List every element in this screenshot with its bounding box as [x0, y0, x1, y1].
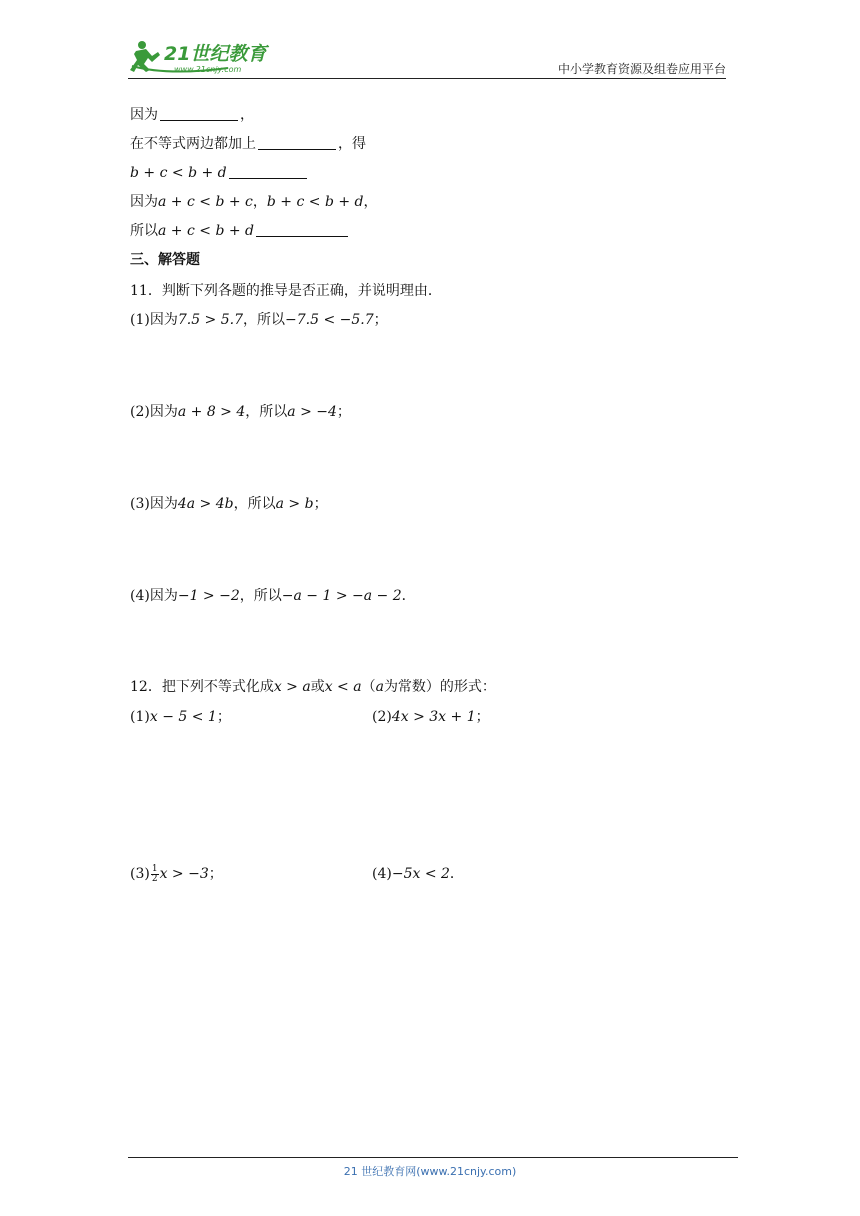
answer-blank[interactable]	[258, 135, 336, 150]
fraction-one-half: $\frac{1}{2}$	[151, 863, 158, 884]
question-12: 12．把下列不等式化成x > a或x < a（a为常数）的形式：	[130, 679, 496, 695]
q12-part-4: (4)−5x < 2．	[372, 866, 464, 882]
header-divider	[128, 78, 726, 79]
line-because-blank: 因为 ，	[130, 107, 254, 123]
logo-21cnjy	[128, 36, 288, 78]
line-therefore: 所以a + c < b + d	[130, 221, 350, 241]
header-platform-text: 中小学教育资源及组卷应用平台	[557, 62, 726, 76]
footer-divider	[128, 1157, 738, 1158]
line-b-c-lt-b-d: b + c < b + d	[130, 163, 309, 183]
logo-url: www.21cnjy.com	[174, 65, 242, 74]
q11-part-1: (1)因为7.5 > 5.7，所以−7.5 < −5.7；	[130, 312, 388, 328]
answer-blank[interactable]	[160, 106, 238, 121]
q12-part-2: (2)4x > 3x + 1；	[372, 709, 490, 725]
q11-part-4: (4)因为−1 > −2，所以−a − 1 > −a − 2．	[130, 588, 416, 604]
section-title: 三、解答题	[130, 252, 200, 268]
q11-part-2: (2)因为a + 8 > 4，所以a > −4；	[130, 404, 351, 420]
footer-site-link[interactable]: 21 世纪教育网(www.21cnjy.com)	[343, 1165, 517, 1178]
logo-text: 21世纪教育	[164, 43, 267, 65]
answer-blank[interactable]	[229, 164, 307, 179]
q11-part-3: (3)因为4a > 4b，所以a > b；	[130, 496, 328, 512]
q12-part-3: (3) $\frac{1}{2}$ x > −3；	[130, 863, 223, 884]
line-add-both-sides: 在不等式两边都加上 ，得	[130, 136, 366, 152]
line-because-two-inequalities: 因为a + c < b + c，b + c < b + d，	[130, 194, 378, 210]
q12-part-1: (1)x − 5 < 1；	[130, 709, 231, 725]
question-11: 11．判断下列各题的推导是否正确，并说明理由．	[130, 283, 442, 299]
answer-blank[interactable]	[256, 222, 348, 237]
